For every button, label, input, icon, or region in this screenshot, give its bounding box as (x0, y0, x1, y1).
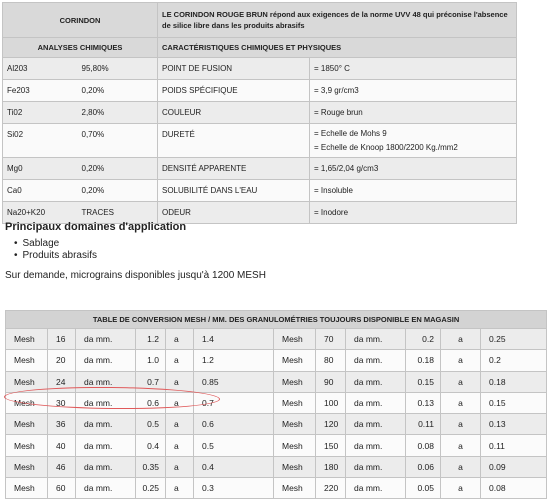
mesh-value: 30 (48, 392, 76, 413)
element-cell: Fe203 (3, 80, 78, 102)
material-description: LE CORINDON ROUGE BRUN répond aux exigences de la norme UVV 48 qui préconise l'absence de silice libre dans les produits abrasifs (158, 3, 517, 38)
a-label: a (166, 414, 194, 435)
mesh-label: Mesh (274, 435, 316, 456)
table-row (3, 80, 517, 102)
list-item: • Produits abrasifs (14, 250, 97, 262)
value-cell: = 1850° C (310, 58, 517, 80)
mesh-value: 180 (316, 456, 346, 477)
mesh-value: 70 (316, 329, 346, 350)
da-label: da mm. (346, 392, 406, 413)
to-value: 0.09 (481, 456, 547, 477)
a-label: a (166, 478, 194, 499)
property-cell: SOLUBILITÉ DANS L'EAU (158, 180, 310, 202)
from-value: 0.35 (136, 456, 166, 477)
to-value: 0.18 (481, 371, 547, 392)
to-value: 0.6 (194, 414, 274, 435)
from-value: 0.6 (136, 392, 166, 413)
percent-cell: 95,80% (78, 58, 158, 80)
material-name: CORINDON (3, 3, 158, 38)
table-row (6, 350, 547, 371)
mesh-value: 80 (316, 350, 346, 371)
mesh-label: Mesh (274, 478, 316, 499)
a-label: a (441, 478, 481, 499)
property-cell: DENSITÉ APPARENTE (158, 158, 310, 180)
to-value: 0.4 (194, 456, 274, 477)
from-value: 0.4 (136, 435, 166, 456)
value-cell: = Insoluble (310, 180, 517, 202)
table-row (6, 414, 547, 435)
a-label: a (441, 456, 481, 477)
a-label: a (441, 392, 481, 413)
a-label: a (441, 371, 481, 392)
value-cell: = 1,65/2,04 g/cm3 (310, 158, 517, 180)
da-label: da mm. (76, 478, 136, 499)
mesh-value: 36 (48, 414, 76, 435)
mesh-label: Mesh (274, 329, 316, 350)
percent-cell: 0,20% (78, 180, 158, 202)
table-row (3, 102, 517, 124)
a-label: a (441, 329, 481, 350)
da-label: da mm. (346, 350, 406, 371)
value-cell: = Rouge brun (310, 102, 517, 124)
da-label: da mm. (346, 371, 406, 392)
mesh-value: 220 (316, 478, 346, 499)
composition-section-row (3, 38, 517, 58)
from-value: 0.5 (136, 414, 166, 435)
table-row (3, 158, 517, 180)
from-value: 0.13 (406, 392, 441, 413)
da-label: da mm. (76, 435, 136, 456)
to-value: 0.5 (194, 435, 274, 456)
da-label: da mm. (346, 414, 406, 435)
to-value: 0.15 (481, 392, 547, 413)
a-label: a (166, 456, 194, 477)
element-cell: Na20+K20 (3, 202, 78, 224)
value-cell: = Inodore (310, 202, 517, 224)
mesh-label: Mesh (6, 456, 48, 477)
table-row (3, 58, 517, 80)
mesh-value: 16 (48, 329, 76, 350)
property-cell: POIDS SPÉCIFIQUE (158, 80, 310, 102)
da-label: da mm. (346, 456, 406, 477)
from-value: 0.11 (406, 414, 441, 435)
table-row (3, 124, 517, 158)
element-cell: Ti02 (3, 102, 78, 124)
to-value: 0.25 (481, 329, 547, 350)
da-label: da mm. (76, 392, 136, 413)
composition-header-row (3, 3, 517, 38)
a-label: a (166, 350, 194, 371)
a-label: a (166, 392, 194, 413)
value-line: = Echelle de Mohs 9 (314, 128, 387, 138)
mesh-label: Mesh (6, 435, 48, 456)
mesh-value: 60 (48, 478, 76, 499)
micrograins-note: Sur demande, micrograins disponibles jusqu'à 1200 MESH (5, 270, 266, 281)
a-label: a (441, 350, 481, 371)
da-label: da mm. (76, 414, 136, 435)
value-line: = Echelle de Knoop 1800/2200 Kg./mm2 (314, 142, 458, 152)
composition-table (2, 2, 517, 224)
value-cell (310, 124, 517, 158)
mesh-label: Mesh (274, 392, 316, 413)
percent-cell: TRACES (78, 202, 158, 224)
mesh-label: Mesh (274, 371, 316, 392)
da-label: da mm. (76, 350, 136, 371)
section-analyses: ANALYSES CHIMIQUES (3, 38, 158, 58)
mesh-value: 100 (316, 392, 346, 413)
section-characteristics: CARACTÉRISTIQUES CHIMIQUES ET PHYSIQUES (158, 38, 517, 58)
element-cell: Mg0 (3, 158, 78, 180)
table-row (6, 329, 547, 350)
to-value: 0.11 (481, 435, 547, 456)
value-cell: = 3,9 gr/cm3 (310, 80, 517, 102)
from-value: 1.0 (136, 350, 166, 371)
conversion-body (6, 329, 547, 499)
a-label: a (166, 329, 194, 350)
from-value: 0.08 (406, 435, 441, 456)
mesh-label: Mesh (274, 414, 316, 435)
property-cell: DURETÉ (158, 124, 310, 158)
element-cell: Al203 (3, 58, 78, 80)
mesh-label: Mesh (6, 329, 48, 350)
to-value: 0.13 (481, 414, 547, 435)
to-value: 0.08 (481, 478, 547, 499)
percent-cell: 0,20% (78, 80, 158, 102)
a-label: a (166, 435, 194, 456)
table-row (6, 456, 547, 477)
element-cell: Ca0 (3, 180, 78, 202)
da-label: da mm. (346, 329, 406, 350)
mesh-label: Mesh (274, 456, 316, 477)
property-cell: ODEUR (158, 202, 310, 224)
mesh-label: Mesh (6, 414, 48, 435)
mesh-label: Mesh (6, 392, 48, 413)
from-value: 1.2 (136, 329, 166, 350)
mesh-value: 150 (316, 435, 346, 456)
to-value: 0.3 (194, 478, 274, 499)
list-item: • Sablage (14, 238, 97, 250)
mesh-value: 40 (48, 435, 76, 456)
applications-list (14, 238, 97, 262)
to-value: 0.85 (194, 371, 274, 392)
da-label: da mm. (76, 329, 136, 350)
percent-cell: 2,80% (78, 102, 158, 124)
to-value: 1.2 (194, 350, 274, 371)
mesh-value: 24 (48, 371, 76, 392)
mesh-value: 46 (48, 456, 76, 477)
to-value: 0.7 (194, 392, 274, 413)
property-cell: COULEUR (158, 102, 310, 124)
from-value: 0.06 (406, 456, 441, 477)
da-label: da mm. (346, 478, 406, 499)
a-label: a (441, 435, 481, 456)
table-row (6, 478, 547, 499)
from-value: 0.7 (136, 371, 166, 392)
applications-title: Principaux domaines d'application (5, 221, 187, 233)
mesh-value: 20 (48, 350, 76, 371)
da-label: da mm. (346, 435, 406, 456)
from-value: 0.25 (136, 478, 166, 499)
percent-cell: 0,20% (78, 158, 158, 180)
conversion-header-row (6, 311, 547, 329)
a-label: a (166, 371, 194, 392)
table-row (3, 180, 517, 202)
a-label: a (441, 414, 481, 435)
to-value: 0.2 (481, 350, 547, 371)
mesh-label: Mesh (6, 350, 48, 371)
mesh-label: Mesh (274, 350, 316, 371)
element-cell: Si02 (3, 124, 78, 158)
from-value: 0.15 (406, 371, 441, 392)
da-label: da mm. (76, 371, 136, 392)
mesh-value: 120 (316, 414, 346, 435)
from-value: 0.05 (406, 478, 441, 499)
mesh-value: 90 (316, 371, 346, 392)
da-label: da mm. (76, 456, 136, 477)
conversion-title: TABLE DE CONVERSION MESH / MM. DES GRANULOMÉTRIES TOUJOURS DISPONIBLE EN MAGASIN (6, 311, 547, 329)
table-row (6, 435, 547, 456)
property-cell: POINT DE FUSION (158, 58, 310, 80)
from-value: 0.18 (406, 350, 441, 371)
to-value: 1.4 (194, 329, 274, 350)
mesh-label: Mesh (6, 371, 48, 392)
percent-cell: 0,70% (78, 124, 158, 158)
mesh-label: Mesh (6, 478, 48, 499)
from-value: 0.2 (406, 329, 441, 350)
